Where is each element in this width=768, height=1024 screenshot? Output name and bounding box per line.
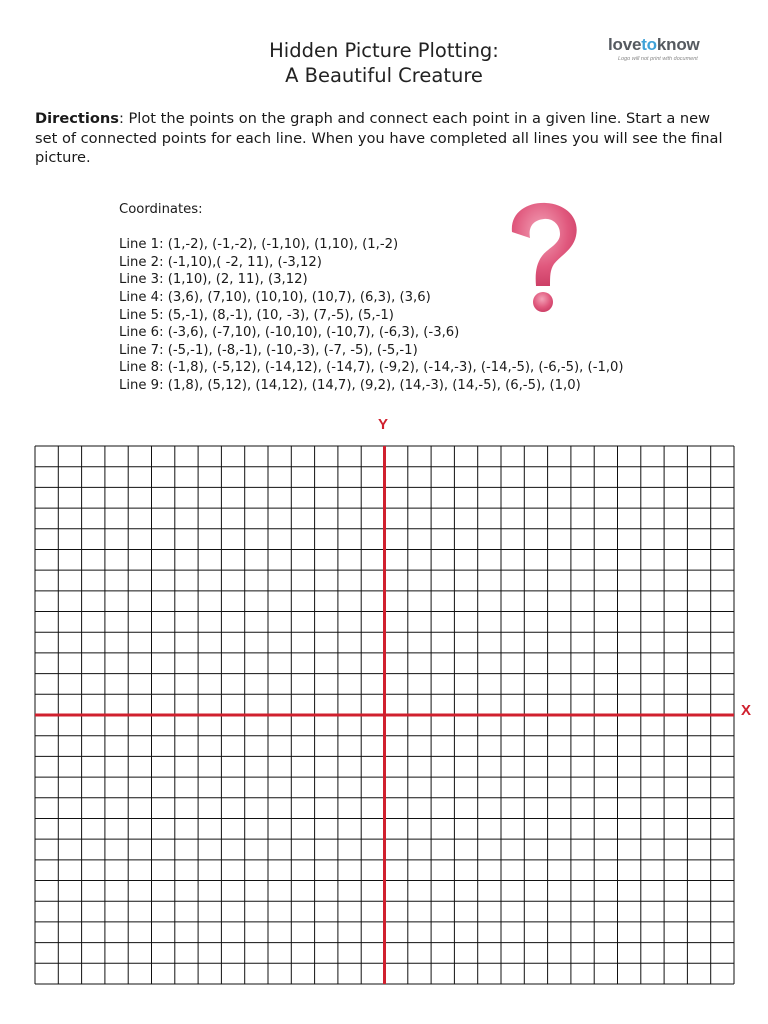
directions-label: Directions xyxy=(35,110,119,127)
logo-part-to: to xyxy=(641,35,657,54)
logo-note: Logo will not print with document xyxy=(618,56,698,62)
coordinates-heading: Coordinates: xyxy=(119,202,203,217)
title-line-2: A Beautiful Creature xyxy=(285,64,483,87)
coordinate-line-3: Line 3: (1,10), (2, 11), (3,12) xyxy=(119,272,308,288)
y-axis-label: Y xyxy=(378,416,389,433)
coordinate-line-2: Line 2: (-1,10),( -2, 11), (-3,12) xyxy=(119,254,322,270)
coordinate-line-8: Line 8: (-1,8), (-5,12), (-14,12), (-14,7), (-9,2), (-14,-3), (-14,-5), (-6,-5), (-1,0) xyxy=(119,360,624,376)
coordinate-line-4: Line 4: (3,6), (7,10), (10,10), (10,7), (6,3), (3,6) xyxy=(119,289,431,305)
x-axis-label: X xyxy=(741,702,752,719)
coordinate-line-7: Line 7: (-5,-1), (-8,-1), (-10,-3), (-7, -5), (-5,-1) xyxy=(119,342,418,358)
coordinate-line-1: Line 1: (1,-2), (-1,-2), (-1,10), (1,10), (1,-2) xyxy=(119,237,399,253)
title-line-1: Hidden Picture Plotting: xyxy=(269,39,499,62)
logo-part-know: know xyxy=(656,35,700,54)
coordinate-line-9: Line 9: (1,8), (5,12), (14,12), (14,7), (9,2), (14,-3), (14,-5), (6,-5), (1,0) xyxy=(119,377,581,393)
directions-text: : Plot the points on the graph and connect each point in a given line. Start a new set of connected points for each line. When you have completed all lines you will see the final picture. xyxy=(35,110,723,166)
logo-part-love: love xyxy=(608,35,642,54)
coordinate-line-5: Line 5: (5,-1), (8,-1), (10, -3), (7,-5), (5,-1) xyxy=(119,307,394,323)
coordinate-line-6: Line 6: (-3,6), (-7,10), (-10,10), (-10,7), (-6,3), (-3,6) xyxy=(119,325,460,341)
